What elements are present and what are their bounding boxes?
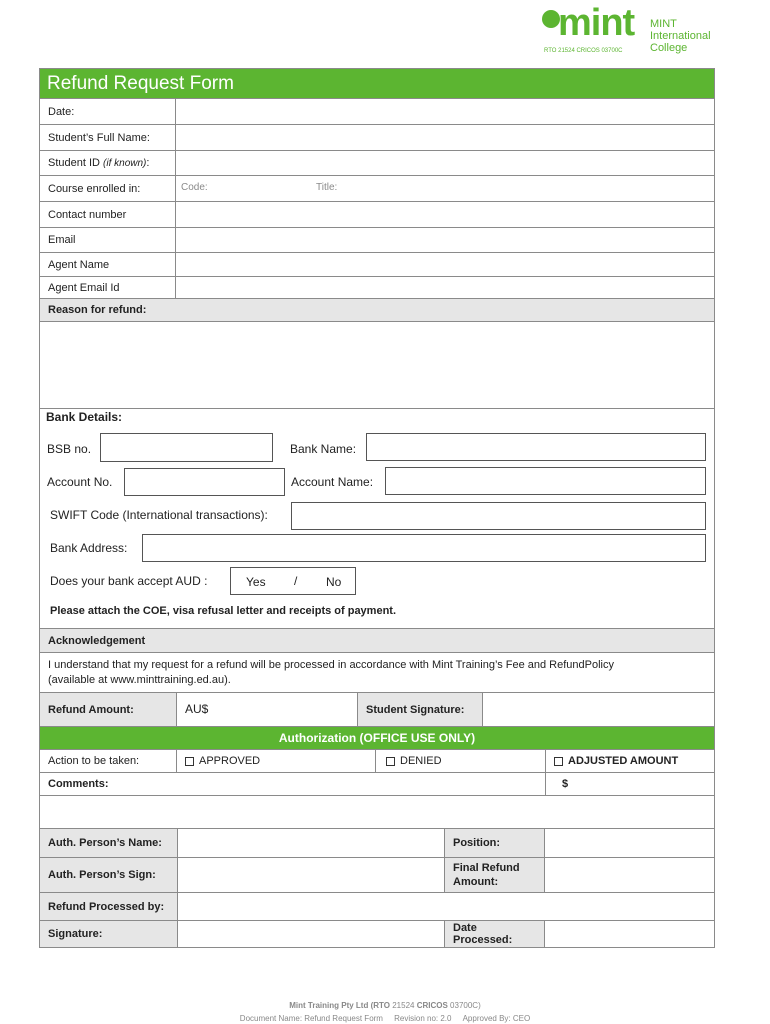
bank-address-label: Bank Address:	[50, 541, 128, 555]
student-id-input[interactable]	[175, 150, 715, 176]
auth-name-label: Auth. Person’s Name:	[39, 828, 178, 858]
logo-wordmark: mint	[558, 2, 635, 44]
bank-name-input[interactable]	[366, 433, 706, 461]
attach-note: Please attach the COE, visa refusal letter and receipts of payment.	[50, 605, 397, 617]
final-refund-input[interactable]	[544, 857, 715, 893]
acknowledgement-text: I understand that my request for a refund will be processed in accordance with Mint Training’s Fee and RefundPolicy (available at www.minttraining.ed.au).	[39, 652, 715, 693]
code-label: Code:	[181, 182, 208, 193]
comments-textarea[interactable]	[39, 795, 715, 829]
footer-document-info: Document Name: Refund Request Form Revision no: 2.0 Approved By: CEO	[239, 1014, 531, 1023]
bank-name-label: Bank Name:	[290, 442, 357, 456]
approved-checkbox[interactable]	[185, 757, 194, 766]
position-label: Position:	[444, 828, 545, 858]
course-title-label: Title:	[316, 182, 338, 193]
currency-label: AU$	[185, 702, 209, 716]
adjusted-option[interactable]: ADJUSTED AMOUNT	[545, 749, 715, 773]
contact-label: Contact number	[39, 201, 176, 228]
date-input[interactable]	[175, 98, 715, 125]
account-name-input[interactable]	[385, 467, 706, 495]
dollar-sign: $	[562, 778, 569, 790]
account-no-label: Account No.	[47, 475, 113, 489]
processed-by-label: Refund Processed by:	[39, 892, 178, 921]
action-label: Action to be taken:	[39, 749, 177, 773]
signature-label: Signature:	[39, 920, 178, 948]
auth-sign-input[interactable]	[177, 857, 445, 893]
course-label: Course enrolled in:	[39, 175, 176, 202]
logo	[540, 2, 730, 62]
date-processed-input[interactable]	[544, 920, 715, 948]
denied-checkbox[interactable]	[386, 757, 395, 766]
yes-no-separator: /	[294, 574, 298, 588]
student-id-label: Student ID (if known) :	[39, 150, 176, 176]
signature-input[interactable]	[177, 920, 445, 948]
accept-aud-label: Does your bank accept AUD :	[50, 574, 208, 588]
comments-label: Comments:	[39, 772, 546, 796]
no-option[interactable]: No	[326, 575, 342, 589]
student-signature-label: Student Signature:	[357, 692, 483, 727]
email-label: Email	[39, 227, 176, 253]
denied-option[interactable]: DENIED	[375, 749, 546, 773]
agent-name-input[interactable]	[175, 252, 715, 277]
bank-heading: Bank Details:	[46, 410, 123, 424]
reason-textarea[interactable]	[39, 321, 715, 409]
date-processed-label: Date Processed:	[444, 920, 545, 948]
agent-email-input[interactable]	[175, 276, 715, 299]
course-input[interactable]	[175, 175, 715, 202]
approved-option[interactable]: APPROVED	[176, 749, 376, 773]
auth-sign-label: Auth. Person’s Sign:	[39, 857, 178, 893]
accept-aud-choice[interactable]	[230, 567, 356, 595]
agent-email-label: Agent Email Id	[39, 276, 176, 299]
swift-label: SWIFT Code (International transactions):	[50, 508, 268, 522]
full-name-input[interactable]	[175, 124, 715, 151]
account-name-label: Account Name:	[291, 475, 374, 489]
student-signature-input[interactable]	[482, 692, 715, 727]
yes-option[interactable]: Yes	[246, 575, 266, 589]
form-title: Refund Request Form	[39, 68, 715, 99]
agent-name-label: Agent Name	[39, 252, 176, 277]
swift-input[interactable]	[291, 502, 706, 530]
footer-company: Mint Training Pty Ltd (RTO 21524 CRICOS 03700C)	[289, 1001, 481, 1010]
contact-input[interactable]	[175, 201, 715, 228]
adjusted-amount-input[interactable]	[545, 772, 715, 796]
email-input[interactable]	[175, 227, 715, 253]
bank-address-input[interactable]	[142, 534, 706, 562]
auth-name-input[interactable]	[177, 828, 445, 858]
refund-amount-label: Refund Amount:	[39, 692, 177, 727]
date-label: Date:	[39, 98, 176, 125]
bsb-label: BSB no.	[47, 442, 92, 456]
full-name-label: Student’s Full Name:	[39, 124, 176, 151]
final-refund-label: Final Refund Amount:	[444, 857, 545, 893]
refund-amount-input[interactable]	[176, 692, 358, 727]
acknowledgement-heading: Acknowledgement	[39, 628, 715, 653]
position-input[interactable]	[544, 828, 715, 858]
college-name: MINT International College	[650, 18, 711, 54]
authorization-heading: Authorization (OFFICE USE ONLY)	[39, 726, 715, 750]
account-no-input[interactable]	[124, 468, 285, 496]
bsb-input[interactable]	[100, 433, 273, 462]
processed-by-input[interactable]	[177, 892, 715, 921]
adjusted-checkbox[interactable]	[554, 757, 563, 766]
logo-rto-line: RTO 21524 CRICOS 03700C	[544, 48, 623, 54]
reason-heading: Reason for refund:	[39, 298, 715, 322]
